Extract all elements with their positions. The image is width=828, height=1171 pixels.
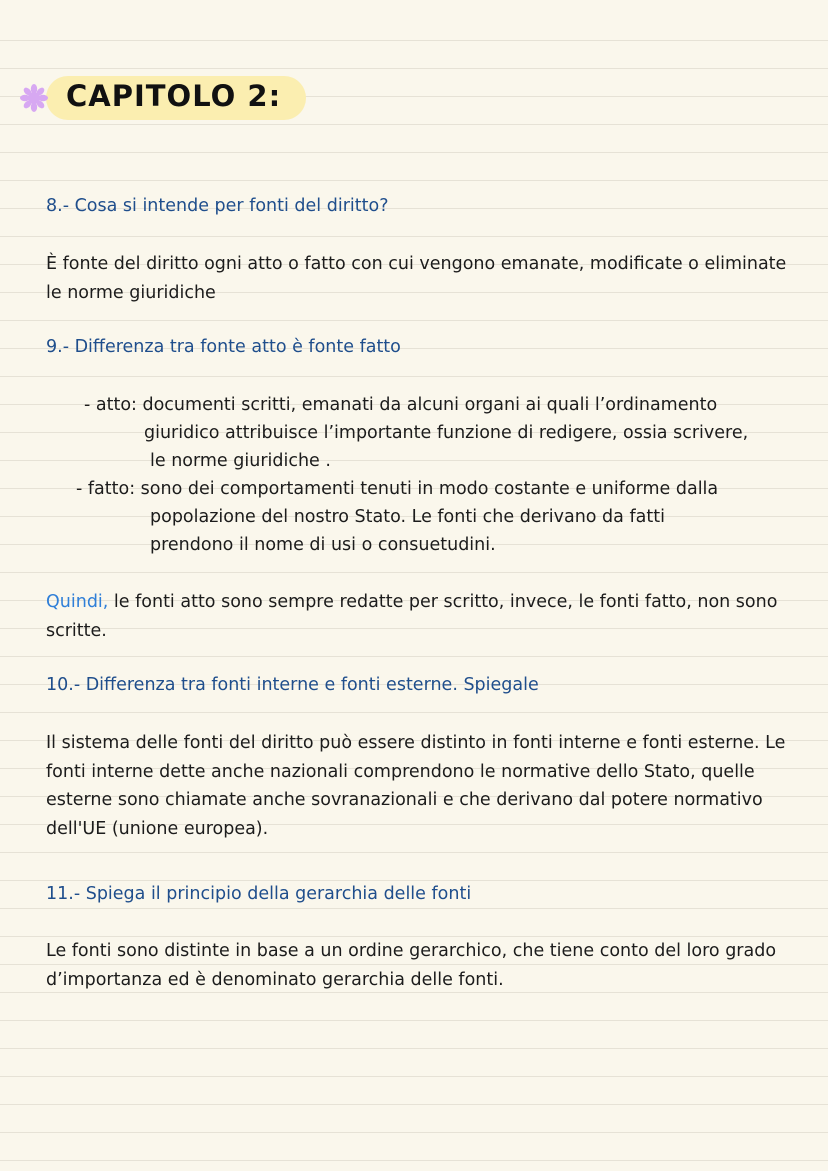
question-8: 8.- Cosa si intende per fonti del diritto?: [46, 196, 389, 216]
asterisk-splash-icon: [20, 84, 48, 112]
page-title: CAPITOLO 2:: [66, 79, 282, 113]
list-item-fatto: - fatto: sono dei comportamenti tenuti in modo costante e uniforme dalla: [76, 479, 719, 499]
conclusion-lead: Quindi,: [46, 592, 109, 612]
list-item-atto: - atto: documenti scritti, emanati da alcuni organi ai quali l’ordinamento: [84, 395, 718, 415]
answer-8: È fonte del diritto ogni atto o fatto con cui vengono emanate, modificate o eliminate le norme giuridiche: [46, 254, 787, 303]
list-item-atto-line: le norme giuridiche .: [150, 451, 331, 471]
question-11: 11.- Spiega il principio della gerarchia delle fonti: [46, 884, 472, 904]
list-item-fatto-line: prendono il nome di usi o consuetudini.: [150, 535, 496, 555]
answer-10: Il sistema delle fonti del diritto può essere distinto in fonti interne e fonti esterne. Le fonti interne dette anche nazionali comprendono le normative dello Stato, quelle esterne sono chiamate anche sovranazionali e che derivano dal potere normativo dell'UE (unione europea).: [46, 733, 786, 839]
answer-11: Le fonti sono distinte in base a un ordine gerarchico, che tiene conto del loro grado d’importanza ed è denominato gerarchia delle fonti.: [46, 941, 777, 990]
question-9: 9.- Differenza tra fonte atto è fonte fatto: [46, 337, 401, 357]
conclusion-text: le fonti atto sono sempre redatte per scritto, invece, le fonti fatto, non sono scritte.: [46, 592, 778, 641]
list-item-atto-line: giuridico attribuisce l’importante funzione di redigere, ossia scrivere,: [144, 423, 749, 443]
question-10: 10.- Differenza tra fonti interne e fonti esterne. Spiegale: [46, 675, 539, 695]
list-item-fatto-line: popolazione del nostro Stato. Le fonti che derivano da fatti: [150, 507, 665, 527]
conclusion-9: [46, 588, 806, 645]
